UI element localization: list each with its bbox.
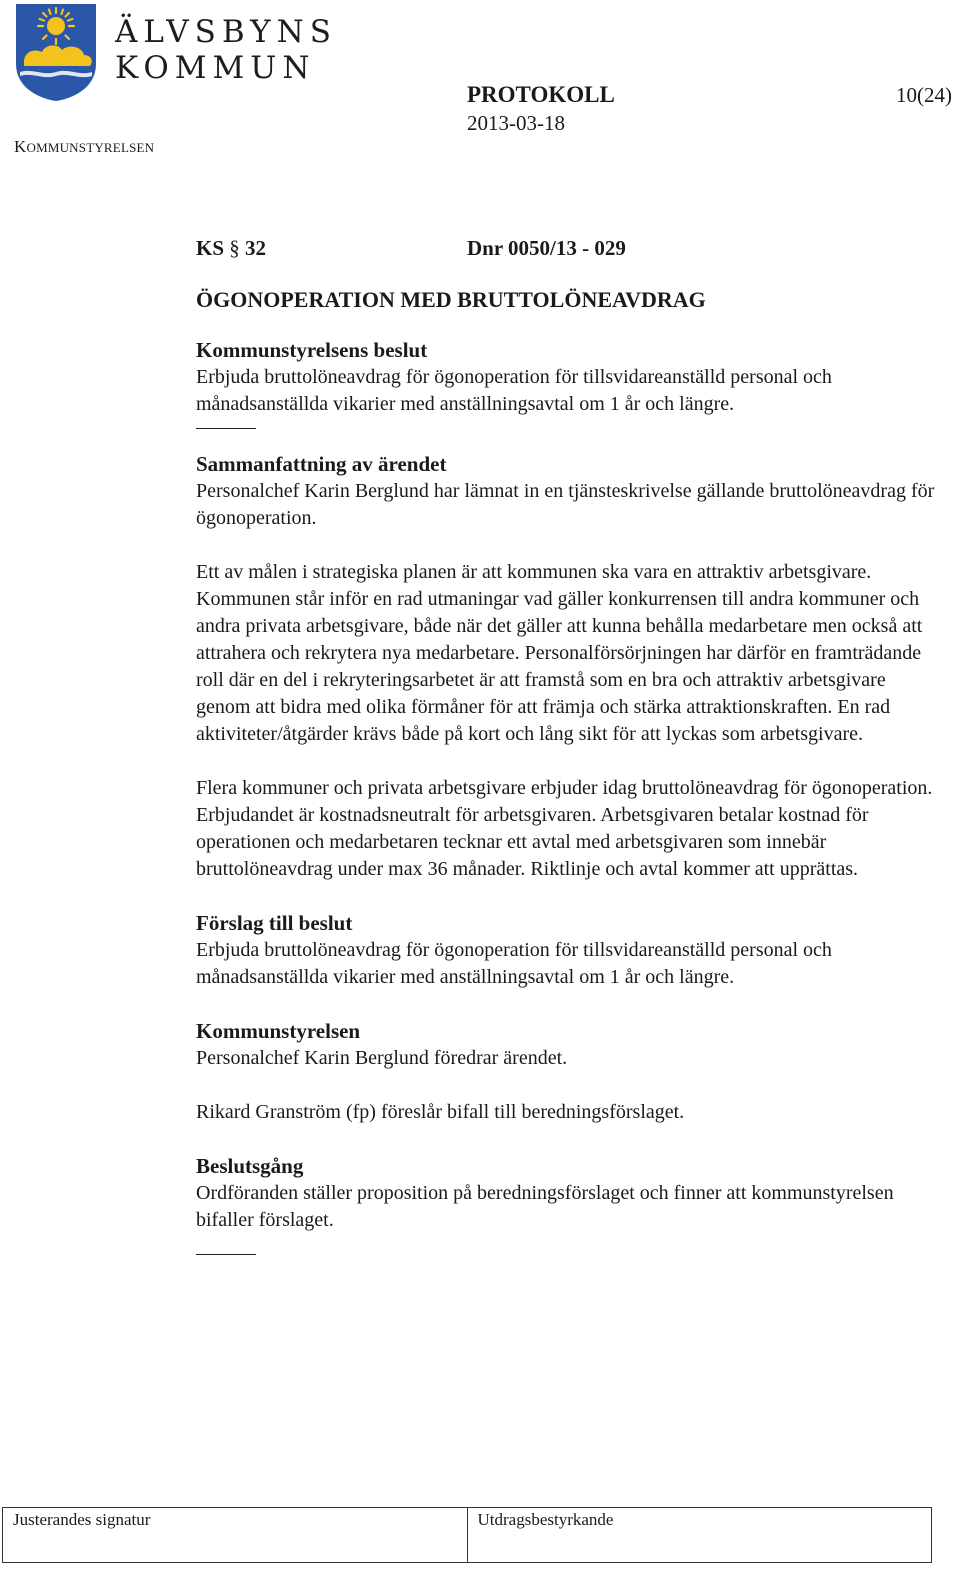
document-date: 2013-03-18	[467, 111, 565, 135]
municipality-coat-of-arms-logo	[14, 2, 98, 102]
department-initial: K	[14, 137, 27, 156]
ks-paragraph	[196, 235, 266, 262]
ks-prefix: KS	[196, 236, 225, 260]
ks-number: 32	[245, 236, 267, 260]
sun-icon	[38, 8, 74, 44]
signature-box	[3, 1508, 468, 1562]
summary-paragraph-2: Ett av målen i strategiska planen är att kommunen ska vara en attraktiv arbetsgivare. Kommunen står inför en rad utmaningar vad gäller konkurrensen till andra kommuner och andra privata arbetsgivare, både när det gäller att kunna behålla medarbetare men också att attrahera och rekrytera nya medarbetare. Personalförsörjningen har därför en framträdande roll där en del i rekryteringsarbetet är att framstå som en bra och attraktiv arbetsgivare genom att bidra med olika förmåner för att främja och stärka attraktionskraften. En rad aktiviteter/åtgärder krävs både på kort och lång sikt för att lyckas som arbetsgivare.	[196, 561, 923, 745]
proposal-section	[196, 910, 936, 991]
procedure-heading: Beslutsgång	[196, 1154, 304, 1178]
summary-paragraph-1: Personalchef Karin Berglund har lämnat in en tjänsteskrivelse gällande bruttolöneavdrag för ögonoperation.	[196, 480, 935, 529]
decision-section	[196, 337, 936, 418]
case-reference	[196, 232, 936, 268]
board-section	[196, 1018, 936, 1126]
summary-paragraph-3: Flera kommuner och privata arbetsgivare erbjuder idag bruttolöneavdrag för ögonoperation. Erbjudandet är kostnadsneutralt för arbetsgivaren. Arbetsgivaren betalar kostnad för operationen och medarbetaren tecknar ett avtal med arbetsgivaren som innebär bruttolöneavdrag under max 36 månader. Riktlinje och avtal kommer att upprättas.	[196, 777, 933, 880]
brand-line-2: KOMMUN	[115, 50, 316, 86]
board-heading: Kommunstyrelsen	[196, 1019, 361, 1043]
document-body	[196, 232, 936, 1255]
section-symbol: §	[229, 236, 240, 260]
brand-line-1: ÄLVSBYNS	[115, 14, 337, 50]
department-rest: OMMUNSTYRELSEN	[26, 140, 155, 155]
summary-heading: Sammanfattning av ärendet	[196, 452, 447, 476]
section-divider-end	[196, 1254, 256, 1255]
procedure-section	[196, 1153, 936, 1234]
department-name	[14, 137, 154, 157]
section-divider	[196, 428, 256, 429]
page-number: 10(24)	[896, 83, 952, 107]
decision-heading: Kommunstyrelsens beslut	[196, 338, 428, 362]
signature-footer	[2, 1507, 932, 1563]
board-paragraph-2: Rikard Granström (fp) föreslår bifall till beredningsförslaget.	[196, 1101, 685, 1123]
certification-box	[468, 1508, 932, 1562]
proposal-text: Erbjuda bruttolöneavdrag för ögonoperation för tillsvidareanställd personal och månadsanställda vikarier med anställningsavtal om 1 år och längre.	[196, 939, 832, 988]
board-paragraph-1: Personalchef Karin Berglund föredrar ärendet.	[196, 1047, 568, 1069]
case-title: ÖGONOPERATION MED BRUTTOLÖNEAVDRAG	[196, 287, 706, 312]
proposal-heading: Förslag till beslut	[196, 911, 353, 935]
municipality-name	[115, 14, 337, 86]
signature-label: Justerandes signatur	[13, 1510, 151, 1529]
diary-number: Dnr 0050/13 - 029	[467, 236, 626, 260]
document-type: PROTOKOLL	[467, 82, 615, 107]
certification-label: Utdragsbestyrkande	[477, 1510, 614, 1529]
summary-section	[196, 451, 936, 883]
decision-text: Erbjuda bruttolöneavdrag för ögonoperation för tillsvidareanställd personal och månadsanställda vikarier med anställningsavtal om 1 år och längre.	[196, 366, 832, 415]
procedure-text: Ordföranden ställer proposition på beredningsförslaget och finner att kommunstyrelsen bifaller förslaget.	[196, 1182, 894, 1231]
